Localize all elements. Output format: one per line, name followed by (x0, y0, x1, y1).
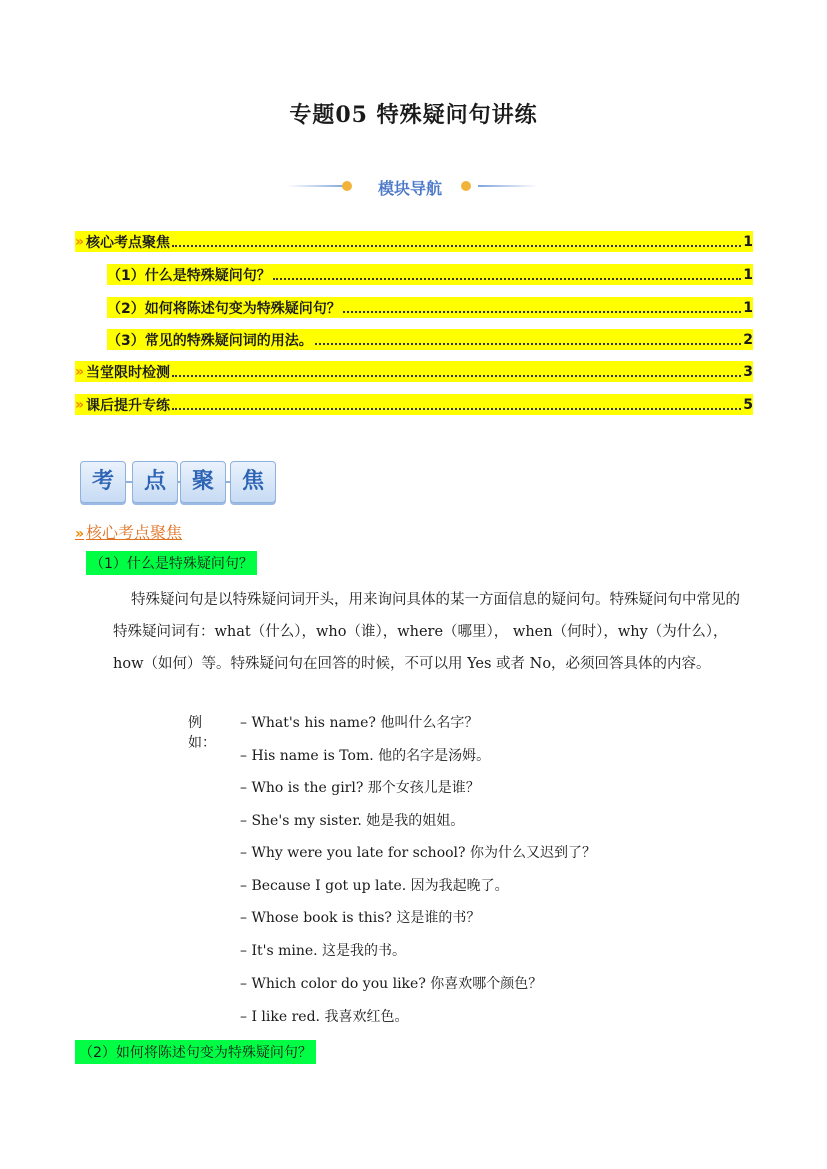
double-chevron-icon: » (75, 233, 85, 250)
subheading-1: （1）什么是特殊疑问句？ (86, 551, 257, 575)
toc-label: （3）常见的特殊疑问词的用法。 (107, 332, 313, 349)
body-paragraph: 特殊疑问句是以特殊疑问词开头，用来询问具体的某一方面信息的疑问句。特殊疑问句中常见的特殊疑问词有：what（什么），who（谁），where（哪里）， when（何时），why（为什么），how（如何）等。特殊疑问句在回答的时候，不可以用 Yes 或者 No，必须回答具体的内容。 (113, 592, 740, 672)
toc-item[interactable] (75, 231, 753, 252)
toc-leader (343, 311, 742, 313)
example-line: – Who is the girl? 那个女孩儿是谁？ (240, 780, 480, 796)
divider-line (478, 185, 538, 187)
badge-tile (132, 461, 178, 503)
subheading-2: （2）如何将陈述句变为特殊疑问句？ (75, 1040, 316, 1064)
section-heading[interactable] (75, 520, 182, 543)
example-line: – I like red. 我喜欢红色。 (240, 1009, 409, 1025)
example-prefix: 例如： (188, 715, 216, 751)
toc-page: 1 (743, 299, 753, 316)
toc-item[interactable] (75, 361, 753, 382)
badge-tile (230, 461, 276, 503)
example-line: – It's mine. 这是我的书。 (240, 943, 407, 959)
toc-label: 课后提升专练 (86, 397, 171, 414)
toc-label: （2）如何将陈述句变为特殊疑问句？ (107, 300, 341, 317)
toc-label: 核心考点聚焦 (86, 234, 171, 251)
example-line: – His name is Tom. 他的名字是汤姆。 (240, 748, 491, 764)
section-heading-label: 核心考点聚焦 (86, 523, 183, 542)
toc-page: 2 (743, 331, 753, 348)
toc-item[interactable] (107, 264, 753, 285)
toc-page: 1 (743, 266, 753, 283)
example-line: – She's my sister. 她是我的姐姐。 (240, 813, 465, 829)
dot-icon (342, 181, 352, 191)
page-title: 专题05 特殊疑问句讲练 (289, 102, 538, 128)
badge-char: 聚 (191, 469, 214, 494)
toc-leader (172, 375, 741, 377)
toc-leader (172, 408, 741, 410)
toc-page: 3 (743, 363, 753, 380)
example-line: – Why were you late for school? 你为什么又迟到了？ (240, 845, 596, 861)
badge-tile (80, 461, 126, 503)
toc-item[interactable] (107, 297, 753, 318)
badge-tile (180, 461, 226, 503)
toc-page: 5 (743, 396, 753, 413)
badge-char: 考 (91, 469, 114, 494)
module-nav-header (0, 174, 827, 198)
toc-label: 当堂限时检测 (86, 364, 171, 381)
example-line: – What's his name? 他叫什么名字？ (240, 715, 479, 731)
badge-char: 焦 (241, 469, 264, 494)
example-line: – Which color do you like? 你喜欢哪个颜色？ (240, 976, 543, 992)
double-chevron-icon: » (75, 526, 85, 542)
divider-line (287, 185, 347, 187)
example-line: – Whose book is this? 这是谁的书？ (240, 910, 481, 926)
badge-char: 点 (143, 469, 166, 494)
toc-leader (172, 245, 741, 247)
toc-label: （1）什么是特殊疑问句？ (107, 267, 271, 284)
toc-item[interactable] (107, 329, 753, 350)
toc-leader (315, 343, 742, 345)
double-chevron-icon: » (75, 396, 85, 413)
nav-header-label: 模块导航 (377, 179, 442, 198)
dot-icon (461, 181, 471, 191)
example-line: – Because I got up late. 因为我起晚了。 (240, 878, 509, 894)
toc-page: 1 (743, 233, 753, 250)
double-chevron-icon: » (75, 363, 85, 380)
toc-item[interactable] (75, 394, 753, 415)
toc-leader (273, 278, 742, 280)
